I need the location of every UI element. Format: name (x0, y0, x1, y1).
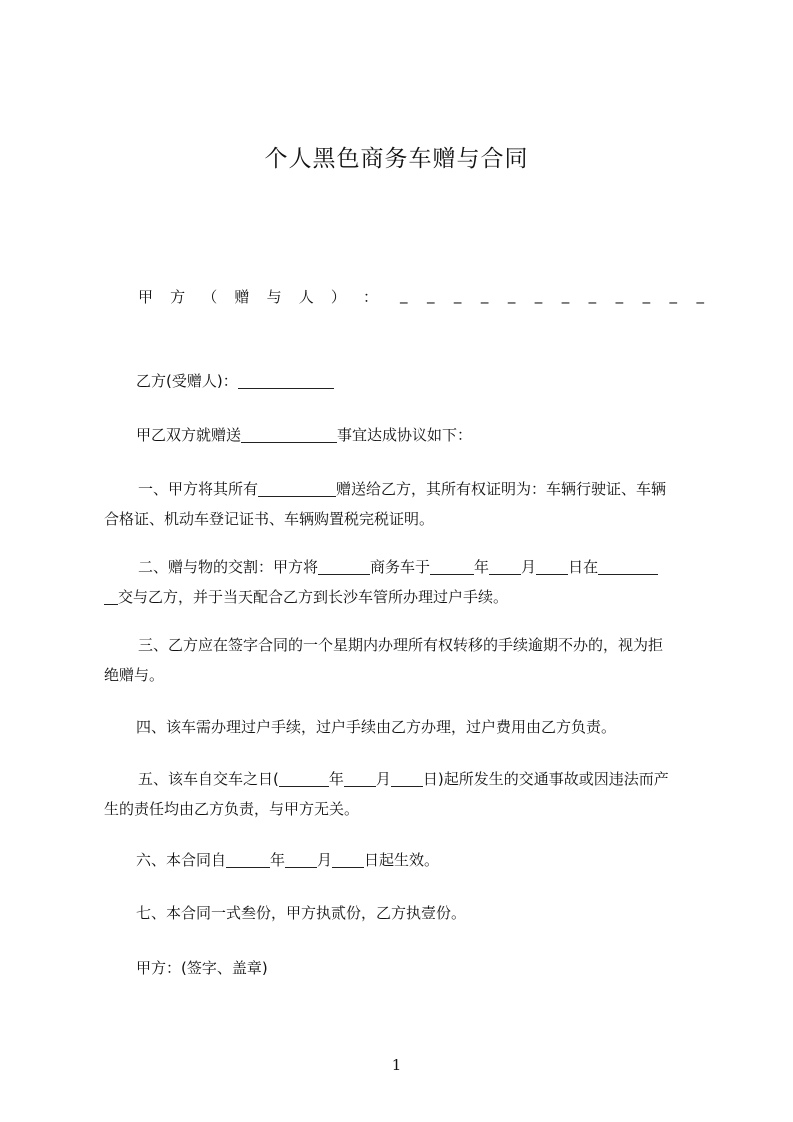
party-b-line (136, 366, 736, 396)
dash: _ (400, 286, 408, 304)
blank (489, 556, 521, 575)
clause-text: 交与乙方，并于当天配合乙方到长沙车管所办理过户手续。 (118, 588, 509, 606)
clause-5 (104, 764, 704, 824)
clause-text: 生的责任均由乙方负责，与甲方无关。 (104, 800, 360, 818)
clause-text: 年 (328, 770, 344, 788)
party-a-label (138, 286, 378, 307)
blank (258, 478, 336, 497)
party-a-char: ） (330, 288, 346, 306)
dash: _ (588, 286, 597, 304)
dash: _ (453, 286, 462, 304)
blank (104, 586, 118, 605)
clause-6 (136, 845, 736, 875)
clause-text: 六、本合同自 (136, 851, 227, 869)
clause-text: 月 (521, 558, 537, 576)
page-number: 1 (391, 1056, 402, 1074)
intro-text: 甲乙双方就赠送 (136, 426, 242, 444)
blank (536, 556, 568, 575)
clause-text: 月 (375, 770, 391, 788)
dash: _ (507, 286, 516, 304)
blank (430, 556, 474, 575)
clause-text: 日)起所发生的交通事故或因违法而产 (422, 770, 669, 788)
blank (285, 849, 317, 868)
clause-text: 二、赠与物的交割：甲方将 (138, 558, 319, 576)
party-a-char: 甲 (138, 288, 154, 306)
dash: _ (534, 286, 543, 304)
blank (318, 556, 370, 575)
clause-text: 年 (270, 851, 286, 869)
clause-4: 四、该车需办理过户手续，过户手续由乙方办理，过户费用由乙方负责。 (136, 718, 617, 736)
party-a-char: 方 (170, 288, 186, 306)
clause-text: 月 (317, 851, 333, 869)
party-b-label: 乙方(受赠人)： (136, 372, 238, 390)
party-a-char: 与 (266, 288, 282, 306)
clause-7: 七、本合同一式叁份，甲方执贰份，乙方执壹份。 (136, 904, 467, 922)
dash: _ (642, 286, 651, 304)
clause-text: 合格证、机动车登记证书、车辆购置税完税证明。 (104, 510, 435, 528)
dash: _ (480, 286, 489, 304)
blank (226, 849, 270, 868)
clause-text: 三、乙方应在签字合同的一个星期内办理所有权转移的手续逾期不办的，视为拒 (138, 636, 664, 654)
clause-1 (104, 474, 704, 534)
clause-text: 绝赠与。 (104, 666, 165, 684)
party-a-char: （ (202, 288, 218, 306)
blank (279, 768, 329, 787)
blank (332, 849, 364, 868)
party-a-char: 人 (298, 288, 314, 306)
gift-item-blank (241, 424, 337, 443)
clause-text: 年 (474, 558, 490, 576)
party-a-blank (400, 286, 704, 304)
clause-2 (104, 552, 704, 612)
dash: _ (669, 286, 678, 304)
dash: _ (561, 286, 570, 304)
signature-line: 甲方：(签字、盖章) (136, 959, 268, 977)
blank (391, 768, 423, 787)
clause-text: 一、甲方将其所有 (138, 480, 259, 498)
clause-text: 日在 (568, 558, 599, 576)
clause-text: 商务车于 (370, 558, 431, 576)
party-a-char: ： (362, 288, 378, 306)
party-a-char: 赠 (234, 288, 250, 306)
dash: _ (615, 286, 624, 304)
blank (598, 556, 658, 575)
clause-text: 日起生效。 (364, 851, 440, 869)
intro-line (136, 420, 736, 450)
party-b-blank (238, 370, 334, 389)
clause-text: 赠送给乙方，其所有权证明为：车辆行驶证、车辆 (336, 480, 667, 498)
intro-text: 事宜达成协议如下： (337, 426, 473, 444)
dash: _ (426, 286, 435, 304)
dash: _ (696, 286, 704, 304)
clause-3 (104, 630, 704, 690)
clause-text: 五、该车自交车之日( (138, 770, 279, 788)
document-title: 个人黑色商务车赠与合同 (264, 146, 529, 172)
blank (344, 768, 376, 787)
